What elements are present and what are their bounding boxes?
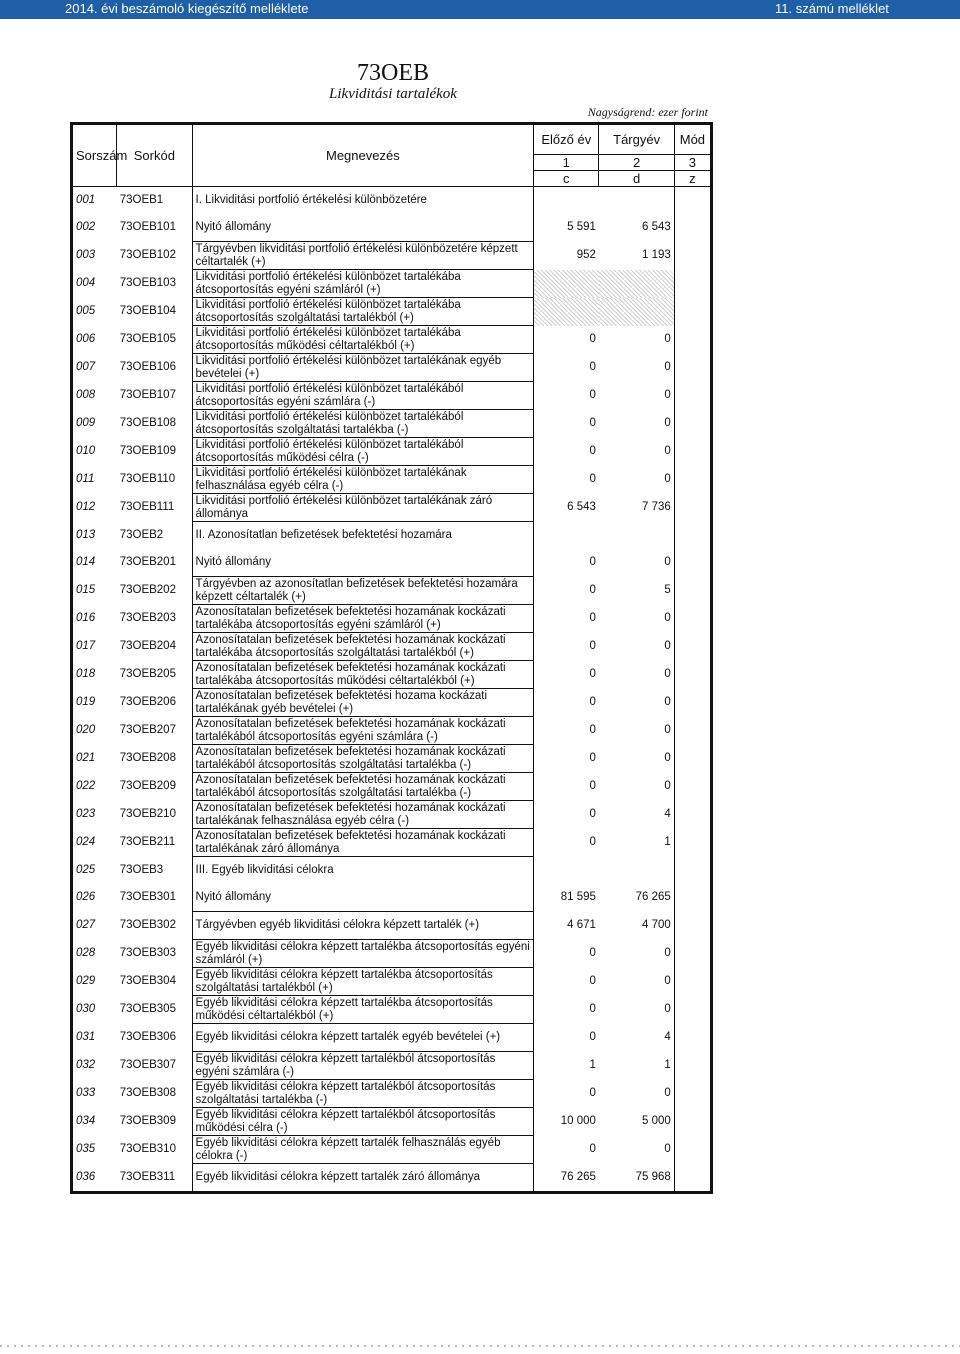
row-elozo-ev: 76 265	[534, 1164, 599, 1193]
table-row	[72, 1108, 712, 1136]
header-col-c: c	[534, 171, 599, 187]
row-sorszam: 020	[76, 724, 96, 736]
row-mod	[674, 605, 711, 633]
table-row	[72, 801, 712, 829]
row-elozo-ev: 5 591	[534, 214, 599, 242]
row-sorszam: 031	[76, 1031, 96, 1043]
row-mod	[674, 438, 711, 466]
row-mod	[674, 1024, 711, 1052]
row-sorkod: 73OEB303	[119, 947, 176, 959]
table-row	[72, 270, 712, 298]
table-row	[72, 494, 712, 522]
row-sorszam: 015	[76, 584, 96, 596]
header-col-2: 2	[599, 155, 674, 171]
row-sorszam: 014	[76, 556, 96, 569]
row-mod	[674, 633, 711, 661]
row-sorszam: 002	[76, 221, 96, 234]
row-sorszam: 013	[76, 528, 96, 541]
row-targyev: 4	[664, 808, 671, 820]
header-bar	[0, 0, 960, 19]
table-row	[72, 605, 712, 633]
unit-note: Nagyságrend: ezer forint	[587, 105, 708, 119]
row-targyev: 0	[664, 473, 671, 485]
row-elozo-ev: 0	[534, 801, 599, 829]
table-row	[72, 410, 712, 438]
row-targyev	[599, 298, 674, 326]
row-sorkod: 73OEB111	[119, 501, 175, 513]
row-sorkod: 73OEB308	[119, 1087, 176, 1099]
row-megnevezes: Azonosítatalan befizetések befektetési hozamának kockázati tartalékának záró állománya	[192, 829, 534, 857]
row-sorkod: 73OEB102	[119, 249, 176, 261]
row-sorszam: 008	[76, 389, 96, 401]
row-mod	[674, 522, 711, 550]
row-megnevezes: Tárgyévben likviditási portfolió értékelési különbözetére képzett céltartalék (+)	[192, 242, 534, 270]
row-sorszam: 021	[76, 752, 96, 764]
row-targyev: 4	[664, 1031, 671, 1043]
row-megnevezes: Egyéb likviditási célokra képzett tartalékból átcsoportosítás szolgáltatási tartalékba (-)	[192, 1080, 534, 1108]
row-mod	[674, 214, 711, 242]
row-megnevezes: Egyéb likviditási célokra képzett tartalék záró állománya	[192, 1164, 534, 1193]
table-row	[72, 242, 712, 270]
row-sorszam: 032	[76, 1059, 96, 1071]
row-sorkod: 73OEB211	[119, 836, 176, 848]
row-mod	[674, 298, 711, 326]
row-mod	[674, 912, 711, 940]
row-sorszam: 027	[76, 919, 96, 931]
row-megnevezes: Egyéb likviditási célokra képzett tartalék felhasználás egyéb célokra (-)	[192, 1136, 534, 1164]
header-mod: Mód	[674, 124, 711, 155]
row-megnevezes: Nyitó állomány	[192, 214, 534, 242]
row-sorkod: 73OEB301	[119, 891, 176, 904]
row-targyev: 6 543	[642, 221, 671, 234]
row-sorkod: 73OEB3	[119, 863, 164, 876]
row-targyev	[599, 187, 674, 215]
row-sorkod: 73OEB209	[119, 780, 176, 792]
header-sorkod: Sorkód	[117, 124, 192, 187]
row-targyev: 0	[664, 1087, 671, 1099]
table-row	[72, 522, 712, 550]
row-sorszam: 029	[76, 975, 96, 987]
reserves-table	[70, 122, 713, 1194]
table-row	[72, 829, 712, 857]
header-megnevezes: Megnevezés	[192, 124, 534, 187]
row-targyev: 0	[664, 724, 671, 736]
row-sorkod: 73OEB203	[119, 612, 176, 624]
row-sorkod: 73OEB109	[119, 445, 176, 457]
row-targyev: 0	[664, 752, 671, 764]
row-sorszam: 023	[76, 808, 96, 820]
row-elozo-ev: 0	[534, 382, 599, 410]
row-targyev: 75 968	[635, 1170, 671, 1183]
row-mod	[674, 270, 711, 298]
row-mod	[674, 661, 711, 689]
row-sorszam: 022	[76, 780, 96, 792]
row-elozo-ev: 0	[534, 354, 599, 382]
row-targyev: 0	[664, 556, 671, 569]
table-row	[72, 438, 712, 466]
row-megnevezes: III. Egyéb likviditási célokra	[192, 857, 534, 885]
row-megnevezes: Tárgyévben egyéb likviditási célokra képzett tartalék (+)	[192, 912, 534, 940]
row-sorszam: 024	[76, 836, 96, 848]
row-mod	[674, 242, 711, 270]
table-row	[72, 940, 712, 968]
row-sorszam: 007	[76, 361, 96, 373]
row-mod	[674, 940, 711, 968]
row-sorszam: 016	[76, 612, 96, 624]
row-sorkod: 73OEB305	[119, 1003, 176, 1015]
row-elozo-ev: 0	[534, 1136, 599, 1164]
header-col-d: d	[599, 171, 674, 187]
row-sorkod: 73OEB307	[119, 1059, 176, 1071]
row-sorkod: 73OEB105	[119, 333, 176, 345]
table-row	[72, 745, 712, 773]
row-elozo-ev: 10 000	[534, 1108, 599, 1136]
row-megnevezes: Azonosítatalan befizetések befektetési hozamának kockázati tartalékának felhasználása egyéb célra (-)	[192, 801, 534, 829]
row-elozo-ev: 0	[534, 773, 599, 801]
row-sorkod: 73OEB107	[119, 389, 176, 401]
row-targyev: 0	[664, 947, 671, 959]
row-sorszam: 004	[76, 277, 96, 289]
row-elozo-ev	[534, 270, 599, 298]
row-elozo-ev	[534, 522, 599, 550]
row-megnevezes: Likviditási portfolió értékelési különbözet tartalékába átcsoportosítás működési céltartalékból (+)	[192, 326, 534, 354]
row-targyev: 5 000	[642, 1115, 671, 1127]
table-row	[72, 912, 712, 940]
row-targyev: 0	[664, 640, 671, 652]
row-megnevezes: Egyéb likviditási célokra képzett tartalékba átcsoportosítás működési céltartalékból (+)	[192, 996, 534, 1024]
header-col-z: z	[674, 171, 711, 187]
header-right-text: 11. számú melléklet	[775, 1, 889, 16]
row-sorszam: 009	[76, 417, 96, 429]
row-targyev: 0	[664, 1143, 671, 1155]
row-megnevezes: Azonosítatalan befizetések befektetési hozamának kockázati tartalékából átcsoportosítás szolgáltatási tartalékba (-)	[192, 745, 534, 773]
row-megnevezes: Likviditási portfolió értékelési különbözet tartalékából átcsoportosítás egyéni számlára (-)	[192, 382, 534, 410]
table-row	[72, 1024, 712, 1052]
row-sorkod: 73OEB207	[119, 724, 176, 736]
row-mod	[674, 466, 711, 494]
row-megnevezes: Likviditási portfolió értékelési különbözet tartalékából átcsoportosítás szolgáltatási tartalékba (-)	[192, 410, 534, 438]
row-sorkod: 73OEB202	[119, 584, 176, 596]
row-sorkod: 73OEB310	[119, 1143, 176, 1155]
row-elozo-ev: 0	[534, 717, 599, 745]
row-megnevezes: Azonosítatalan befizetések befektetési hozamának kockázati tartalékába átcsoportosítás szolgáltatási tartalékból (+)	[192, 633, 534, 661]
row-sorkod: 73OEB108	[119, 417, 176, 429]
row-sorkod: 73OEB101	[119, 221, 176, 234]
table-row	[72, 773, 712, 801]
row-megnevezes: Likviditási portfolió értékelési különbözet tartalékába átcsoportosítás egyéni számláról (+)	[192, 270, 534, 298]
row-sorkod: 73OEB106	[119, 361, 176, 373]
row-targyev: 0	[664, 445, 671, 457]
row-mod	[674, 1052, 711, 1080]
row-mod	[674, 689, 711, 717]
row-elozo-ev: 1	[534, 1052, 599, 1080]
row-targyev: 0	[664, 333, 671, 345]
row-sorszam: 010	[76, 445, 96, 457]
table-row	[72, 857, 712, 885]
row-mod	[674, 829, 711, 857]
row-megnevezes: Azonosítatalan befizetések befektetési hozama kockázati tartalékának gyéb bevételei (+)	[192, 689, 534, 717]
row-elozo-ev: 0	[534, 661, 599, 689]
row-sorkod: 73OEB304	[119, 975, 176, 987]
row-mod	[674, 382, 711, 410]
row-sorkod: 73OEB208	[119, 752, 176, 764]
row-megnevezes: Likviditási portfolió értékelési különbözet tartalékának záró állománya	[192, 494, 534, 522]
row-elozo-ev: 952	[534, 242, 599, 270]
row-megnevezes: Nyitó állomány	[192, 884, 534, 912]
row-sorszam: 025	[76, 863, 96, 876]
row-megnevezes: Azonosítatalan befizetések befektetési hozamának kockázati tartalékából átcsoportosítás szolgáltatási tartalékba (-)	[192, 773, 534, 801]
row-megnevezes: Egyéb likviditási célokra képzett tartalékból átcsoportosítás egyéni számlára (-)	[192, 1052, 534, 1080]
row-sorkod: 73OEB210	[119, 808, 176, 820]
row-elozo-ev	[534, 187, 599, 215]
row-mod	[674, 884, 711, 912]
row-megnevezes: Azonosítatalan befizetések befektetési hozamának kockázati tartalékába átcsoportosítás működési céltartalékból (+)	[192, 661, 534, 689]
row-targyev: 0	[664, 975, 671, 987]
row-sorszam: 006	[76, 333, 96, 345]
row-targyev: 0	[664, 389, 671, 401]
row-megnevezes: Nyitó állomány	[192, 549, 534, 577]
row-sorszam: 019	[76, 696, 96, 708]
row-elozo-ev: 6 543	[534, 494, 599, 522]
row-sorszam: 035	[76, 1143, 96, 1155]
row-targyev: 0	[664, 361, 671, 373]
row-elozo-ev: 0	[534, 577, 599, 605]
row-sorszam: 018	[76, 668, 96, 680]
row-elozo-ev	[534, 857, 599, 885]
row-megnevezes: Egyéb likviditási célokra képzett tartalékból átcsoportosítás működési célra (-)	[192, 1108, 534, 1136]
row-mod	[674, 857, 711, 885]
row-targyev: 0	[664, 1003, 671, 1015]
row-sorszam: 026	[76, 891, 96, 904]
row-elozo-ev: 0	[534, 633, 599, 661]
row-sorkod: 73OEB204	[119, 640, 176, 652]
row-targyev: 0	[664, 696, 671, 708]
row-mod	[674, 1080, 711, 1108]
table-row	[72, 382, 712, 410]
row-sorszam: 011	[76, 473, 95, 485]
table-row	[72, 577, 712, 605]
table-body	[72, 187, 712, 1193]
row-mod	[674, 717, 711, 745]
table-row	[72, 633, 712, 661]
row-elozo-ev	[534, 298, 599, 326]
row-targyev: 1 193	[642, 249, 671, 261]
row-mod	[674, 996, 711, 1024]
row-targyev: 0	[664, 668, 671, 680]
table-row	[72, 661, 712, 689]
row-mod	[674, 494, 711, 522]
table-row	[72, 214, 712, 242]
table-row	[72, 968, 712, 996]
row-mod	[674, 187, 711, 215]
header-elozo-ev: Előző év	[534, 124, 599, 155]
row-sorkod: 73OEB206	[119, 696, 176, 708]
row-megnevezes: Egyéb likviditási célokra képzett tartalékba átcsoportosítás egyéni számláról (+)	[192, 940, 534, 968]
row-elozo-ev: 0	[534, 968, 599, 996]
row-sorkod: 73OEB110	[119, 473, 176, 485]
table-row	[72, 884, 712, 912]
table-row	[72, 717, 712, 745]
header-col-1: 1	[534, 155, 599, 171]
row-elozo-ev: 0	[534, 940, 599, 968]
row-sorszam: 017	[76, 640, 96, 652]
row-sorkod: 73OEB306	[119, 1031, 176, 1043]
row-elozo-ev: 0	[534, 829, 599, 857]
row-elozo-ev: 0	[534, 438, 599, 466]
row-sorkod: 73OEB201	[119, 556, 176, 569]
row-elozo-ev: 0	[534, 689, 599, 717]
row-mod	[674, 410, 711, 438]
row-mod	[674, 801, 711, 829]
row-targyev: 1	[664, 1059, 671, 1071]
row-megnevezes: Azonosítatalan befizetések befektetési hozamának kockázati tartalékából átcsoportosítás egyéni számlára (-)	[192, 717, 534, 745]
table-row	[72, 354, 712, 382]
header-targyev: Tárgyév	[599, 124, 674, 155]
row-sorszam: 003	[76, 249, 96, 261]
row-sorkod: 73OEB302	[119, 919, 176, 931]
row-sorszam: 012	[76, 501, 96, 513]
row-sorkod: 73OEB2	[119, 528, 164, 541]
row-mod	[674, 745, 711, 773]
table-row	[72, 298, 712, 326]
row-elozo-ev: 0	[534, 745, 599, 773]
row-targyev: 76 265	[635, 891, 671, 904]
table-row	[72, 1052, 712, 1080]
row-mod	[674, 549, 711, 577]
table-row	[72, 1164, 712, 1193]
row-megnevezes: Azonosítatalan befizetések befektetési hozamának kockázati tartalékába átcsoportosítás egyéni számláról (+)	[192, 605, 534, 633]
table-row	[72, 689, 712, 717]
report-subtitle: Likviditási tartalékok	[329, 86, 457, 102]
row-elozo-ev: 0	[534, 1080, 599, 1108]
row-targyev: 0	[664, 612, 671, 624]
row-elozo-ev: 4 671	[534, 912, 599, 940]
row-sorszam: 005	[76, 305, 96, 317]
row-sorkod: 73OEB103	[119, 277, 176, 289]
row-sorszam: 034	[76, 1115, 96, 1127]
row-targyev	[599, 522, 674, 550]
row-sorkod: 73OEB104	[119, 305, 176, 317]
row-mod	[674, 326, 711, 354]
table-row	[72, 996, 712, 1024]
report-code: 73OEB	[357, 60, 429, 86]
row-megnevezes: Egyéb likviditási célokra képzett tartalékba átcsoportosítás szolgáltatási tartalékból (+)	[192, 968, 534, 996]
row-elozo-ev: 0	[534, 410, 599, 438]
row-mod	[674, 1164, 711, 1193]
footer-dotted-line	[0, 1345, 960, 1347]
row-mod	[674, 968, 711, 996]
row-megnevezes: II. Azonosítatlan befizetések befektetési hozamára	[192, 522, 534, 550]
header-left-text: 2014. évi beszámoló kiegészítő melléklete	[65, 1, 309, 16]
row-megnevezes: Egyéb likviditási célokra képzett tartalék egyéb bevételei (+)	[192, 1024, 534, 1052]
row-sorszam: 028	[76, 947, 96, 959]
row-sorkod: 73OEB1	[119, 194, 164, 206]
row-mod	[674, 354, 711, 382]
row-sorszam: 036	[76, 1170, 96, 1183]
row-sorszam: 001	[76, 194, 96, 206]
row-elozo-ev: 0	[534, 326, 599, 354]
row-sorszam: 033	[76, 1087, 96, 1099]
header-sorszam: Sorszám	[72, 124, 117, 187]
table-row	[72, 1080, 712, 1108]
table-row	[72, 326, 712, 354]
row-sorkod: 73OEB309	[119, 1115, 176, 1127]
row-megnevezes: Tárgyévben az azonosítatlan befizetések befektetési hozamára képzett céltartalék (+)	[192, 577, 534, 605]
row-targyev: 4 700	[642, 919, 671, 931]
row-sorszam: 030	[76, 1003, 96, 1015]
row-megnevezes: Likviditási portfolió értékelési különbözet tartalékából átcsoportosítás működési célra (-)	[192, 438, 534, 466]
row-elozo-ev: 0	[534, 549, 599, 577]
row-elozo-ev: 0	[534, 605, 599, 633]
row-megnevezes: Likviditási portfolió értékelési különbözet tartalékába átcsoportosítás szolgáltatási tartalékból (+)	[192, 298, 534, 326]
row-mod	[674, 1108, 711, 1136]
row-targyev	[599, 270, 674, 298]
row-targyev	[599, 857, 674, 885]
row-megnevezes: I. Likviditási portfolió értékelési különbözetére	[192, 187, 534, 215]
row-targyev: 0	[664, 417, 671, 429]
row-elozo-ev: 81 595	[534, 884, 599, 912]
row-targyev: 7 736	[642, 501, 671, 513]
row-elozo-ev: 0	[534, 1024, 599, 1052]
row-mod	[674, 577, 711, 605]
row-megnevezes: Likviditási portfolió értékelési különbözet tartalékának felhasználása egyéb célra (-)	[192, 466, 534, 494]
table-row	[72, 466, 712, 494]
row-elozo-ev: 0	[534, 996, 599, 1024]
table-row	[72, 1136, 712, 1164]
table-row	[72, 187, 712, 215]
row-mod	[674, 1136, 711, 1164]
row-sorkod: 73OEB205	[119, 668, 176, 680]
row-mod	[674, 773, 711, 801]
table-row	[72, 549, 712, 577]
header-col-3: 3	[674, 155, 711, 171]
row-megnevezes: Likviditási portfolió értékelési különbözet tartalékának egyéb bevételei (+)	[192, 354, 534, 382]
row-sorkod: 73OEB311	[119, 1170, 176, 1183]
row-elozo-ev: 0	[534, 466, 599, 494]
row-targyev: 1	[664, 836, 671, 848]
row-targyev: 0	[664, 780, 671, 792]
row-targyev: 5	[664, 584, 671, 596]
